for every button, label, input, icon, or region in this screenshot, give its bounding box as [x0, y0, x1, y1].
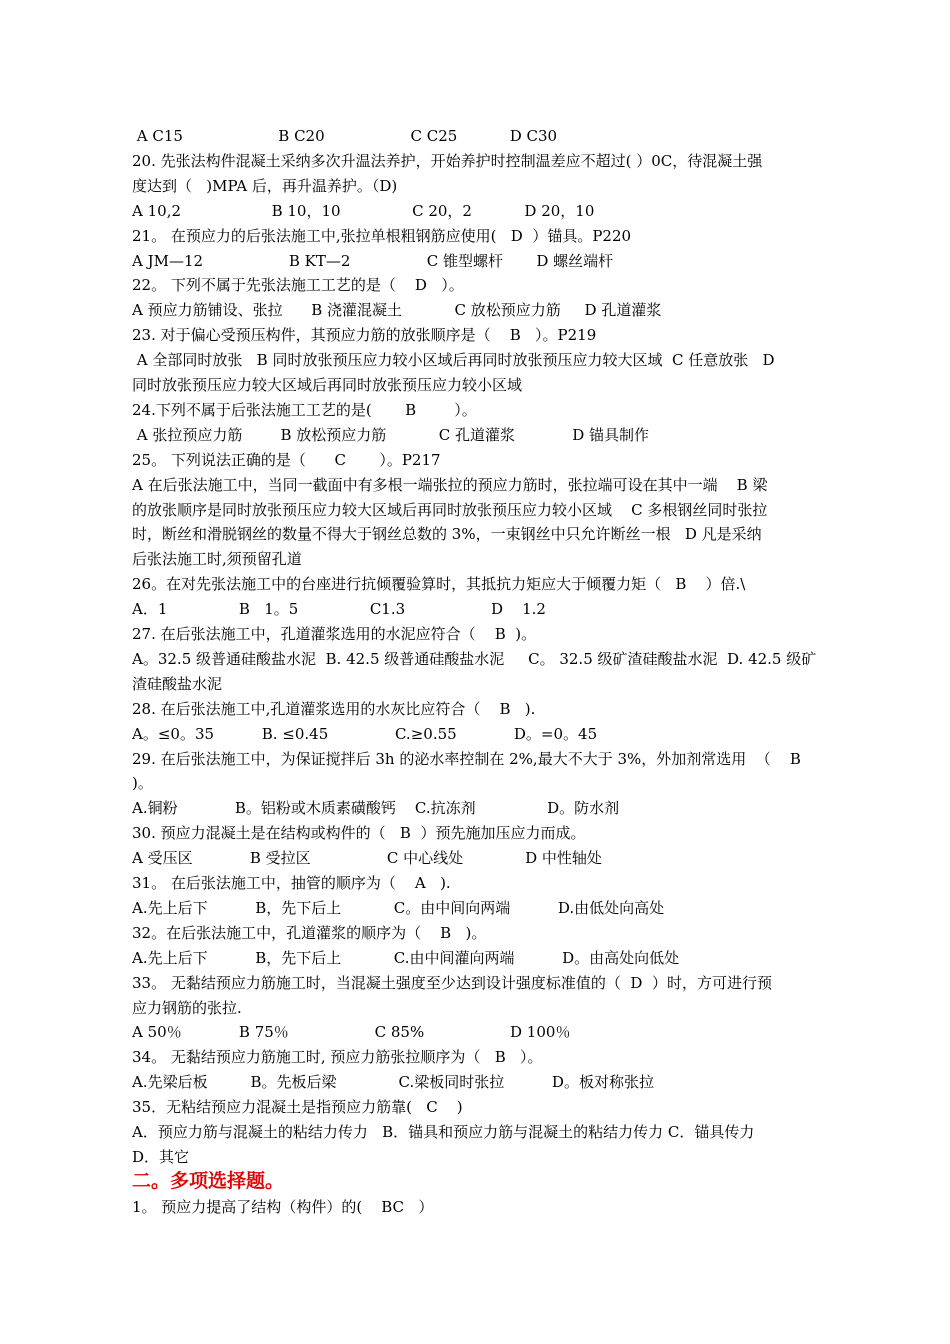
text-line: A.先上后下 B，先下后上 C。由中间向两端 D.由低处向高处 [132, 899, 665, 917]
text-line: A 张拉预应力筋 B 放松预应力筋 C 孔道灌浆 D 锚具制作 [132, 426, 650, 444]
text-line: 20. 先张法构件混凝土采纳多次升温法养护，开始养护时控制温差应不超过( ）0C，待混凝土强 [132, 152, 763, 170]
text-line: A.先上后下 B，先下后上 C.由中间灌向两端 D。由高处向低处 [132, 949, 680, 967]
text-line: 23. 对于偏心受预压构件，其预应力筋的放张顺序是（ B ）。P219 [132, 326, 597, 344]
text-line: A C15 B C20 C C25 D C30 [132, 127, 558, 145]
text-line: 25。 下列说法正确的是（ C ）。P217 [132, 451, 441, 469]
text-line: 32。在后张法施工中，孔道灌浆的顺序为（ B )。 [132, 924, 487, 942]
text-line: 后张法施工时,须预留孔道 [132, 550, 302, 568]
text-line: 35．无粘结预应力混凝土是指预应力筋靠( C ) [132, 1098, 463, 1116]
text-line: A 预应力筋铺设、张拉 B 浇灌混凝土 C 放松预应力筋 D 孔道灌浆 [132, 301, 662, 319]
text-line: 28. 在后张法施工中,孔道灌浆选用的水灰比应符合（ B ). [132, 700, 536, 718]
text-line: 时，断丝和滑脱钢丝的数量不得大于钢丝总数的 3%，一束钢丝中只允许断丝一根 D 凡是采纳 [132, 525, 762, 543]
text-line: A。32.5 级普通硅酸盐水泥 B. 42.5 级普通硅酸盐水泥 C。 32.5 级矿渣硅酸盐水泥 D. 42.5 级矿 [132, 650, 817, 668]
text-line: 21。 在预应力的后张法施工中,张拉单根粗钢筋应使用( D ）锚具。P220 [132, 227, 632, 245]
text-line: A JM—12 B KT—2 C 锥型螺杆 D 螺丝端杆 [132, 252, 614, 270]
text-line: )。 [132, 774, 153, 792]
text-line: 30. 预应力混凝土是在结构或构件的（ B ）预先施加压应力而成。 [132, 824, 586, 842]
text-line: A．预应力筋与混凝土的粘结力传力 B．锚具和预应力筋与混凝土的粘结力传力 C．锚具传力 [132, 1123, 755, 1141]
text-line: 度达到（ )MPA 后，再升温养护。（D) [132, 177, 398, 195]
text-line: A 在后张法施工中，当同一截面中有多根一端张拉的预应力筋时，张拉端可设在其中一端 B 梁 [132, 476, 768, 494]
text-line: 22。 下列不属于先张法施工工艺的是（ D ）。 [132, 276, 464, 294]
text-line: 同时放张预压应力较大区域后再同时放张预压应力较小区域 [132, 376, 523, 394]
text-line: 渣硅酸盐水泥 [132, 675, 223, 693]
text-line: 24.下列不属于后张法施工工艺的是( B ）。 [132, 401, 477, 419]
section-heading: 二。多项选择题。 [132, 1170, 285, 1192]
text-line: A．1 B 1。5 C1.3 D 1.2 [132, 600, 546, 618]
text-line: A 全部同时放张 B 同时放张预压应力较小区域后再同时放张预压应力较大区域 C 任意放张 D [132, 351, 775, 369]
text-line: 29. 在后张法施工中，为保证搅拌后 3h 的泌水率控制在 2%,最大不大于 3%，外加剂常选用 （ B [132, 750, 801, 768]
text-line: 的放张顺序是同时放张预压应力较大区域后再同时放张预压应力较小区域 C 多根钢丝同时张拉 [132, 501, 768, 519]
text-line: A 10,2 B 10，10 C 20，2 D 20，10 [132, 202, 595, 220]
text-line: A 受压区 B 受拉区 C 中心线处 D 中性轴处 [132, 849, 602, 867]
text-line: A.先梁后板 B。先板后梁 C.梁板同时张拉 D。板对称张拉 [132, 1073, 654, 1091]
text-line: 33。 无黏结预应力筋施工时，当混凝土强度至少达到设计强度标准值的（ D ）时，方可进行预 [132, 974, 772, 992]
text-line: 34。 无黏结预应力筋施工时, 预应力筋张拉顺序为（ B ）。 [132, 1048, 543, 1066]
text-line: A。≤0。35 B. ≤0.45 C.≥0.55 D。=0。45 [132, 725, 598, 743]
text-line: 应力钢筋的张拉. [132, 999, 242, 1017]
text-line: 1。 预应力提高了结构（构件）的( BC ） [132, 1198, 434, 1216]
text-line: 26。在对先张法施工中的台座进行抗倾覆验算时，其抵抗力矩应大于倾覆力矩（ B ）倍.\ [132, 575, 746, 593]
text-line: A 50％ B 75％ C 85% D 100％ [132, 1023, 571, 1041]
text-line: 27. 在后张法施工中，孔道灌浆选用的水泥应符合（ B )。 [132, 625, 537, 643]
text-line: A.铜粉 B。铝粉或木质素磺酸钙 C.抗冻剂 D。防水剂 [132, 799, 620, 817]
text-line: D．其它 [132, 1148, 190, 1166]
text-line: 31。 在后张法施工中，抽管的顺序为（ A ). [132, 874, 451, 892]
